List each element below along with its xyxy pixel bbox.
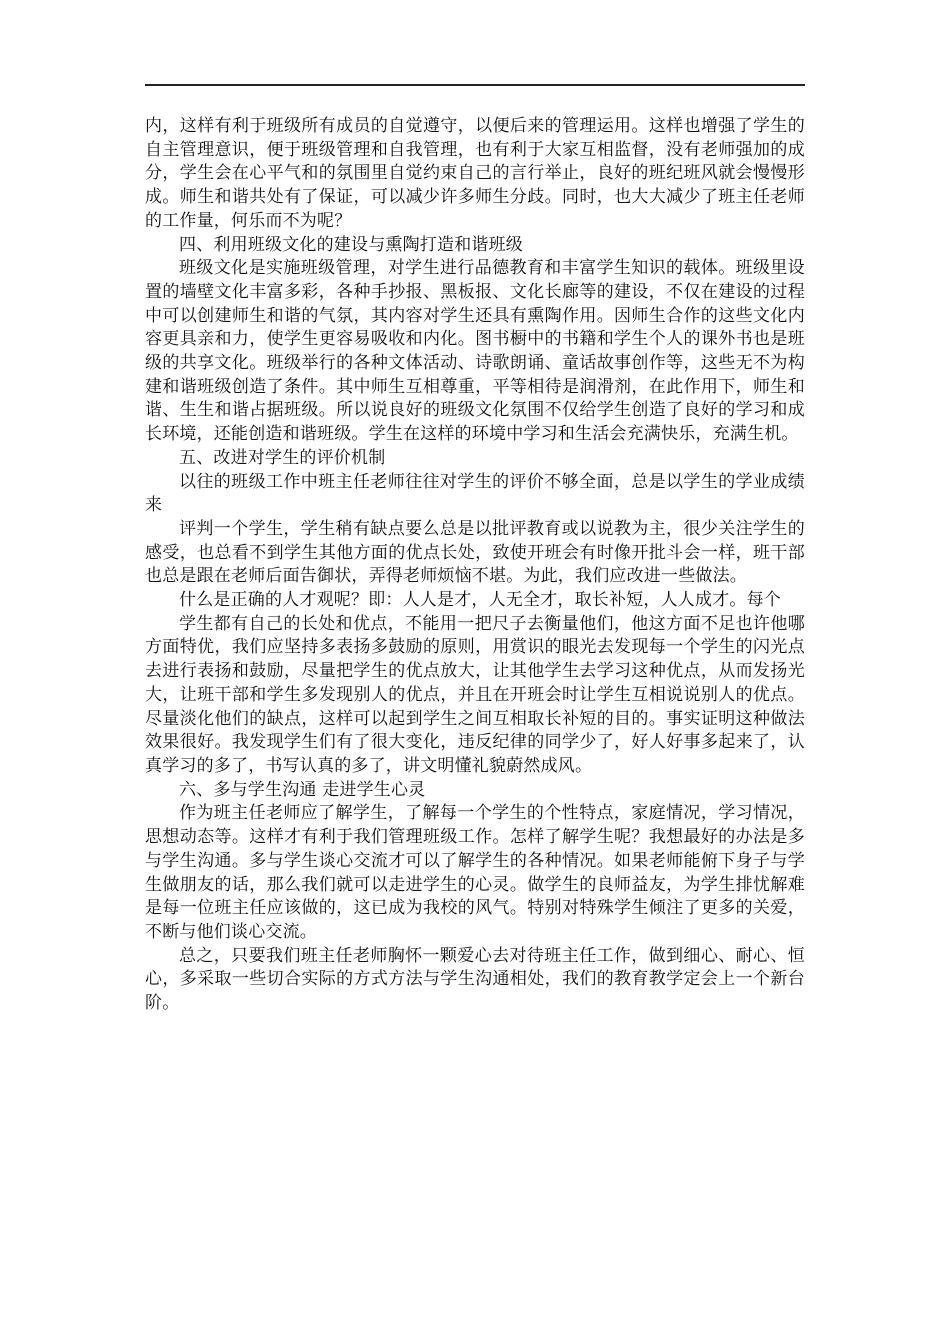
paragraph: 作为班主任老师应了解学生，了解每一个学生的个性特点，家庭情况，学习情况，思想动态等。这样才有利于我们管理班级工作。怎样了解学生呢？我想最好的办法是多与学生沟通。多与学生谈心交流才可以了解学生的各种情况。如果老师能俯下身子与学生做朋友的话，那么我们就可以走进学生的心灵。做学生的良师益友，为学生排忧解难是每一位班主任应该做的，这已成为我校的风气。特别对特殊学生倾注了更多的关爱，不断与他们谈心交流。 [145,803,805,942]
section-heading-6: 六、多与学生沟通 走进学生心灵 [179,779,426,800]
body-text [145,115,805,1016]
paragraph-conclusion: 总之，只要我们班主任老师胸怀一颗爱心去对待班主任工作，做到细心、耐心、恒心，多采取一些切合实际的方式方法与学生沟通相处，我们的教育教学定会上一个新台阶。 [145,945,805,1014]
paragraph: 班级文化是实施班级管理，对学生进行品德教育和丰富学生知识的载体。班级里设置的墙壁文化丰富多彩，各种手抄报、黑板报、文化长廊等的建设，不仅在建设的过程中可以创建师生和谐的气氛，其内容对学生还具有熏陶作用。因师生合作的这些文化内容更具亲和力，使学生更容易吸收和内化。图书橱中的书籍和学生个人的课外书也是班级的共享文化。班级举行的各种文体活动、诗歌朗诵、童话故事创作等，这些无不为构建和谐班级创造了条件。其中师生互相尊重，平等相待是润滑剂，在此作用下，师生和谐、生生和谐占据班级。所以说良好的班级文化氛围不仅给学生创造了良好的学习和成长环境，还能创造和谐班级。学生在这样的环境中学习和生活会充满快乐，充满生机。 [145,258,805,445]
paragraph-continuation: 内，这样有利于班级所有成员的自觉遵守，以便后来的管理运用。这样也增强了学生的自主管理意识，便于班级管理和自我管理，也有利于大家互相监督，没有老师强加的成分，学生会在心平气和的氛围里自觉约束自己的言行举止，良好的班纪班风就会慢慢形成。师生和谐共处有了保证，可以减少许多师生分歧。同时，也大大减少了班主任老师的工作量，何乐而不为呢？ [145,116,805,231]
paragraph: 学生都有自己的长处和优点，不能用一把尺子去衡量他们，他这方面不足也许他哪方面特优，我们应坚持多表扬多鼓励的原则，用赏识的眼光去发现每一个学生的闪光点去进行表扬和鼓励，尽量把学生的优点放大，让其他学生去学习这种优点，从而发扬光大，让班干部和学生多发现别人的优点，并且在开班会时让学生互相说说别人的优点。尽量淡化他们的缺点，这样可以起到学生之间互相取长补短的目的。事实证明这种做法效果很好。我发现学生们有了很大变化，违反纪律的同学少了，好人好事多起来了，认真学习的多了，书写认真的多了，讲文明懂礼貌蔚然成风。 [145,613,805,776]
header-rule [145,84,805,86]
paragraph: 以往的班级工作中班主任老师往往对学生的评价不够全面，总是以学生的学业成绩来 [145,471,805,516]
paragraph: 评判一个学生，学生稍有缺点要么总是以批评教育或以说教为主，很少关注学生的感受，也总看不到学生其他方面的优点长处，致使开班会有时像开批斗会一样，班干部也总是跟在老师后面告御状，弄得老师烦恼不堪。为此，我们应改进一些做法。 [145,518,805,587]
paragraph: 什么是正确的人才观呢？即：人人是才，人无全才，取长补短，人人成才。每个 [179,590,781,611]
section-heading-5: 五、改进对学生的评价机制 [179,447,386,468]
section-heading-4: 四、利用班级文化的建设与熏陶打造和谐班级 [179,234,523,255]
